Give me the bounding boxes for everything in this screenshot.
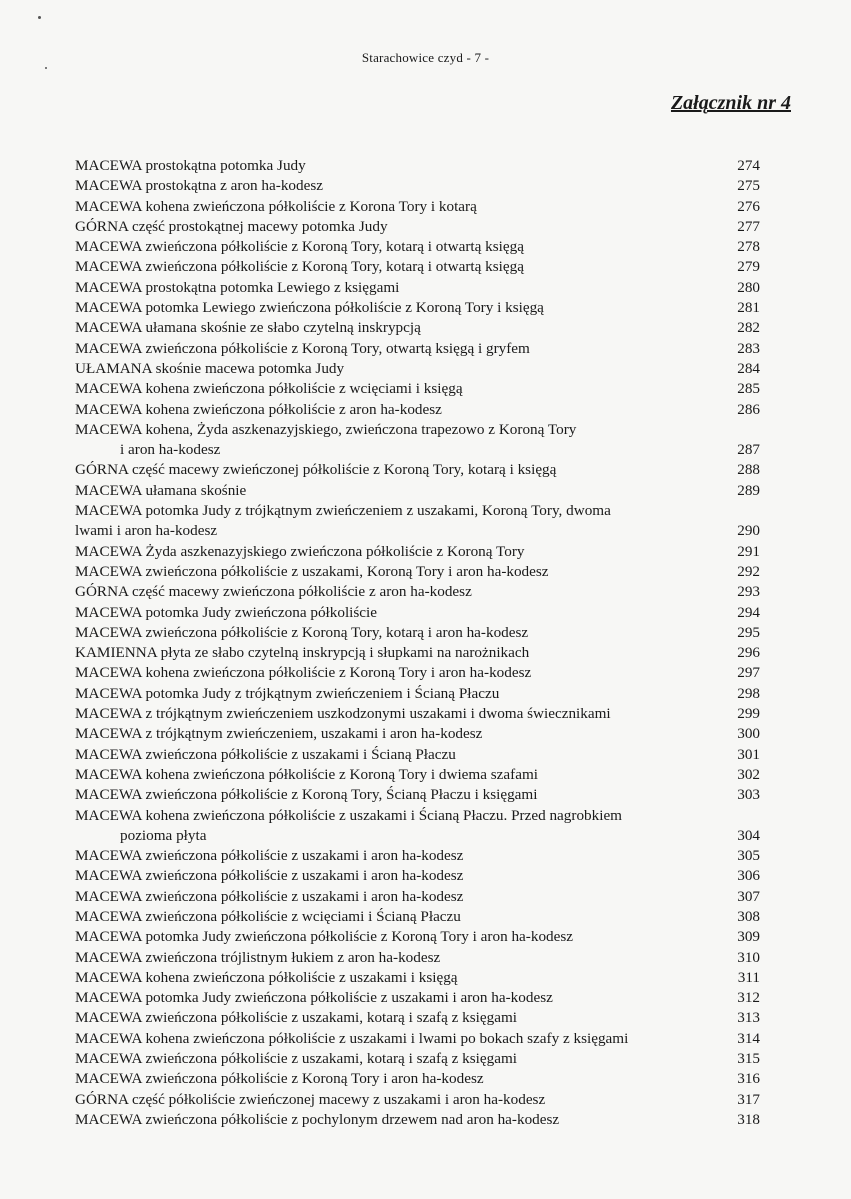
entry-description	[75, 745, 720, 765]
list-item	[75, 582, 760, 602]
entry-description	[75, 156, 720, 176]
entry-number: 295	[737, 623, 760, 641]
entry-text: MACEWA ułamana skośnie ze słabo czytelną inskrypcją	[75, 319, 421, 337]
entry-description	[75, 927, 720, 947]
entry-text: MACEWA zwieńczona półkoliście z uszakami, kotarą i szafą z księgami	[75, 1009, 517, 1027]
entry-number: 276	[737, 197, 760, 215]
entry-text: MACEWA zwieńczona półkoliście z Koroną Tory, kotarą i aron ha-kodesz	[75, 623, 529, 641]
entry-text: MACEWA zwieńczona półkoliście z Koroną Tory, kotarą i otwartą księgą	[75, 258, 524, 276]
entry-description	[75, 257, 720, 277]
list-item	[75, 379, 760, 399]
entry-text: MACEWA zwieńczona półkoliście z Koroną Tory i aron ha-kodesz	[75, 1070, 484, 1088]
entry-text: MACEWA zwieńczona półkoliście z Koroną Tory, otwartą księgą i gryfem	[75, 339, 530, 357]
entry-text: MACEWA potomka Judy zwieńczona półkoliście	[75, 603, 378, 621]
entry-text: MACEWA kohena zwieńczona półkoliście z Koroną Tory i dwiema szafami	[75, 765, 539, 783]
list-item	[75, 927, 760, 947]
entry-text: MACEWA ułamana skośnie	[75, 481, 247, 499]
entry-description	[75, 582, 720, 602]
entry-text-continuation: lwami i aron ha-kodesz	[75, 522, 218, 540]
list-item	[75, 968, 760, 988]
entry-text: KAMIENNA płyta ze słabo czytelną inskrypcją i słupkami na narożnikach	[75, 644, 530, 662]
entry-description	[75, 663, 720, 683]
entry-description	[75, 603, 720, 623]
entry-text: MACEWA zwieńczona półkoliście z uszakami i aron ha-kodesz	[75, 847, 464, 865]
list-item	[75, 724, 760, 744]
entry-description	[75, 298, 720, 318]
list-item	[75, 603, 760, 623]
entry-text: MACEWA potomka Judy z trójkątnym zwieńczeniem z uszakami, Koroną Tory, dwoma	[75, 502, 611, 520]
entry-text: MACEWA prostokątna z aron ha-kodesz	[75, 177, 323, 195]
entry-text: MACEWA potomka Judy zwieńczona półkoliście z Koroną Tory i aron ha-kodesz	[75, 928, 574, 946]
entry-text: MACEWA kohena zwieńczona półkoliście z Koroną Tory i aron ha-kodesz	[75, 664, 532, 682]
list-item	[75, 237, 760, 257]
page-header: Starachowice czyd - 7 -	[361, 50, 490, 65]
entry-description	[75, 176, 720, 196]
entry-text: MACEWA prostokątna potomka Judy	[75, 157, 306, 174]
list-item	[75, 684, 760, 704]
entry-number: 296	[737, 644, 760, 662]
entry-number: 278	[737, 238, 760, 256]
entry-description	[75, 481, 720, 501]
entry-description	[75, 988, 720, 1008]
entry-description	[75, 806, 720, 847]
entry-text: MACEWA kohena zwieńczona półkoliście z uszakami i księgą	[75, 968, 458, 986]
list-item	[75, 887, 760, 907]
entry-number: 312	[737, 989, 760, 1007]
entry-text: MACEWA z trójkątnym zwieńczeniem uszkodzonymi uszakami i dwoma świecznikami	[75, 705, 611, 723]
entry-text: MACEWA kohena zwieńczona półkoliście z uszakami i lwami po bokach szafy z księgami	[75, 1029, 629, 1047]
entry-description	[75, 359, 720, 379]
entry-number: 309	[737, 928, 760, 946]
list-item	[75, 197, 760, 217]
list-item	[75, 460, 760, 480]
list-item	[75, 704, 760, 724]
entry-number: 286	[737, 400, 760, 418]
entry-description	[75, 968, 720, 988]
list-item	[75, 156, 760, 176]
entry-number: 281	[737, 299, 760, 317]
entry-description	[75, 643, 720, 663]
entry-description	[75, 197, 720, 217]
list-item	[75, 846, 760, 866]
entry-number: 275	[737, 177, 760, 195]
entry-text: MACEWA zwieńczona trójlistnym łukiem z aron ha-kodesz	[75, 948, 441, 966]
entry-text: MACEWA kohena zwieńczona półkoliście z Korona Tory i kotarą	[75, 197, 477, 215]
entry-list	[75, 156, 760, 1130]
list-item	[75, 217, 760, 237]
entry-text: MACEWA zwieńczona półkoliście z uszakami i aron ha-kodesz	[75, 887, 464, 905]
list-item	[75, 176, 760, 196]
entry-number: 304	[737, 826, 760, 844]
list-item	[75, 907, 760, 927]
entry-number: 279	[737, 258, 760, 276]
entry-number: 301	[737, 745, 760, 763]
entry-text: MACEWA zwieńczona półkoliście z uszakami, Koroną Tory i aron ha-kodesz	[75, 562, 549, 580]
list-item	[75, 339, 760, 359]
list-item	[75, 988, 760, 1008]
scan-speck	[38, 16, 41, 19]
list-item	[75, 765, 760, 785]
entry-text: MACEWA zwieńczona półkoliście z wcięciami i Ścianą Płaczu	[75, 907, 461, 925]
entry-number: 283	[737, 339, 760, 357]
entry-number: 306	[737, 867, 760, 885]
entry-number: 274	[737, 157, 760, 174]
list-item	[75, 663, 760, 683]
entry-description	[75, 562, 720, 582]
entry-text: MACEWA kohena, Żyda aszkenazyjskiego, zwieńczona trapezowo z Koroną Tory	[75, 420, 577, 438]
entry-text: MACEWA zwieńczona półkoliście z uszakami, kotarą i szafą z księgami	[75, 1050, 517, 1068]
entry-number: 297	[737, 664, 760, 682]
list-item	[75, 1069, 760, 1089]
list-item	[75, 298, 760, 318]
list-item	[75, 420, 760, 461]
entry-number: 299	[737, 705, 760, 723]
entry-description	[75, 846, 720, 866]
entry-number: 308	[737, 907, 760, 925]
entry-description	[75, 1008, 720, 1028]
entry-text: MACEWA zwieńczona półkoliście z uszakami i aron ha-kodesz	[75, 867, 464, 885]
entry-number: 317	[737, 1090, 760, 1108]
entry-text: MACEWA Żyda aszkenazyjskiego zwieńczona półkoliście z Koroną Tory	[75, 542, 525, 560]
entry-text: MACEWA zwieńczona półkoliście z Koroną Tory, kotarą i otwartą księgą	[75, 238, 524, 256]
entry-text: MACEWA kohena zwieńczona półkoliście z aron ha-kodesz	[75, 400, 442, 418]
list-item	[75, 866, 760, 886]
entry-description	[75, 1069, 720, 1089]
entry-number: 280	[737, 278, 760, 296]
entry-description	[75, 318, 720, 338]
list-item	[75, 1110, 760, 1130]
entry-number: 294	[737, 603, 760, 621]
entry-text: MACEWA potomka Lewiego zwieńczona półkoliście z Koroną Tory i księgą	[75, 299, 544, 317]
entry-number: 311	[737, 968, 760, 986]
entry-number: 300	[737, 725, 760, 743]
entry-description	[75, 1029, 720, 1049]
entry-number: 291	[737, 542, 760, 560]
list-item	[75, 745, 760, 765]
list-item	[75, 400, 760, 420]
entry-description	[75, 866, 720, 886]
entry-number: 302	[737, 765, 760, 783]
annex-title: Załącznik nr 4	[670, 92, 791, 114]
entry-text: MACEWA zwieńczona półkoliście z pochylonym drzewem nad aron ha-kodesz	[75, 1110, 560, 1128]
entry-number: 284	[737, 359, 760, 377]
list-item	[75, 278, 760, 298]
list-item	[75, 1029, 760, 1049]
entry-description	[75, 907, 720, 927]
entry-description	[75, 217, 720, 237]
entry-description	[75, 1090, 720, 1110]
entry-text: MACEWA zwieńczona półkoliście z Koroną Tory, Ścianą Płaczu i księgami	[75, 786, 538, 804]
entry-number: 277	[737, 217, 760, 235]
list-item	[75, 542, 760, 562]
entry-description	[75, 684, 720, 704]
entry-description	[75, 1049, 720, 1069]
entry-text: MACEWA potomka Judy z trójkątnym zwieńczeniem i Ścianą Płaczu	[75, 684, 500, 702]
entry-number: 310	[737, 948, 760, 966]
entry-text: GÓRNA część półkoliście zwieńczonej macewy z uszakami i aron ha-kodesz	[75, 1090, 546, 1108]
entry-number: 287	[737, 441, 760, 459]
list-item	[75, 1049, 760, 1069]
entry-number: 305	[737, 847, 760, 865]
entry-number: 290	[737, 522, 760, 540]
entry-description	[75, 623, 720, 643]
entry-description	[75, 278, 720, 298]
list-item	[75, 562, 760, 582]
entry-description	[75, 724, 720, 744]
entry-text: MACEWA zwieńczona półkoliście z uszakami i Ścianą Płaczu	[75, 745, 456, 763]
entry-description	[75, 379, 720, 399]
entry-text: MACEWA z trójkątnym zwieńczeniem, uszakami i aron ha-kodesz	[75, 725, 483, 743]
entry-number: 315	[737, 1050, 760, 1068]
entry-number: 292	[737, 562, 760, 580]
list-item	[75, 318, 760, 338]
entry-number: 313	[737, 1009, 760, 1027]
list-item	[75, 1090, 760, 1110]
entry-description	[75, 887, 720, 907]
entry-text: MACEWA kohena zwieńczona półkoliście z wcięciami i księgą	[75, 380, 463, 398]
entry-description	[75, 704, 720, 724]
entry-number: 288	[737, 461, 760, 479]
entry-description	[75, 237, 720, 257]
entry-text-continuation: i aron ha-kodesz	[120, 441, 221, 459]
scan-speck	[45, 67, 47, 69]
list-item	[75, 623, 760, 643]
entry-description	[75, 948, 720, 968]
list-item	[75, 359, 760, 379]
list-item	[75, 501, 760, 542]
entry-text: MACEWA potomka Judy zwieńczona półkoliście z uszakami i aron ha-kodesz	[75, 989, 553, 1007]
entry-number: 303	[737, 786, 760, 804]
list-item	[75, 481, 760, 501]
entry-description	[75, 339, 720, 359]
entry-description	[75, 501, 720, 542]
entry-number: 316	[737, 1070, 760, 1088]
list-item	[75, 785, 760, 805]
entry-number: 285	[737, 380, 760, 398]
list-item	[75, 1008, 760, 1028]
entry-number: 282	[737, 319, 760, 337]
list-item	[75, 948, 760, 968]
entry-description	[75, 785, 720, 805]
entry-number: 298	[737, 684, 760, 702]
entry-number: 293	[737, 583, 760, 601]
entry-number: 314	[737, 1029, 760, 1047]
entry-text: UŁAMANA skośnie macewa potomka Judy	[75, 359, 345, 377]
entry-description	[75, 460, 720, 480]
entry-description	[75, 1110, 720, 1130]
entry-text: GÓRNA część prostokątnej macewy potomka Judy	[75, 217, 388, 235]
entry-text: MACEWA prostokątna potomka Lewiego z księgami	[75, 278, 400, 296]
entry-text: GÓRNA część macewy zwieńczona półkoliście z aron ha-kodesz	[75, 583, 472, 601]
entry-number: 318	[737, 1110, 760, 1128]
entry-description	[75, 542, 720, 562]
entry-description	[75, 765, 720, 785]
entry-number: 289	[737, 481, 760, 499]
entry-description	[75, 400, 720, 420]
list-item	[75, 257, 760, 277]
entry-text: MACEWA kohena zwieńczona półkoliście z uszakami i Ścianą Płaczu. Przed nagrobkiem	[75, 806, 623, 824]
entry-text-continuation: pozioma płyta	[120, 826, 207, 844]
list-item	[75, 806, 760, 847]
entry-description	[75, 420, 720, 461]
entry-text: GÓRNA część macewy zwieńczonej półkoliście z Koroną Tory, kotarą i księgą	[75, 461, 557, 479]
list-item	[75, 643, 760, 663]
entry-number: 307	[737, 887, 760, 905]
